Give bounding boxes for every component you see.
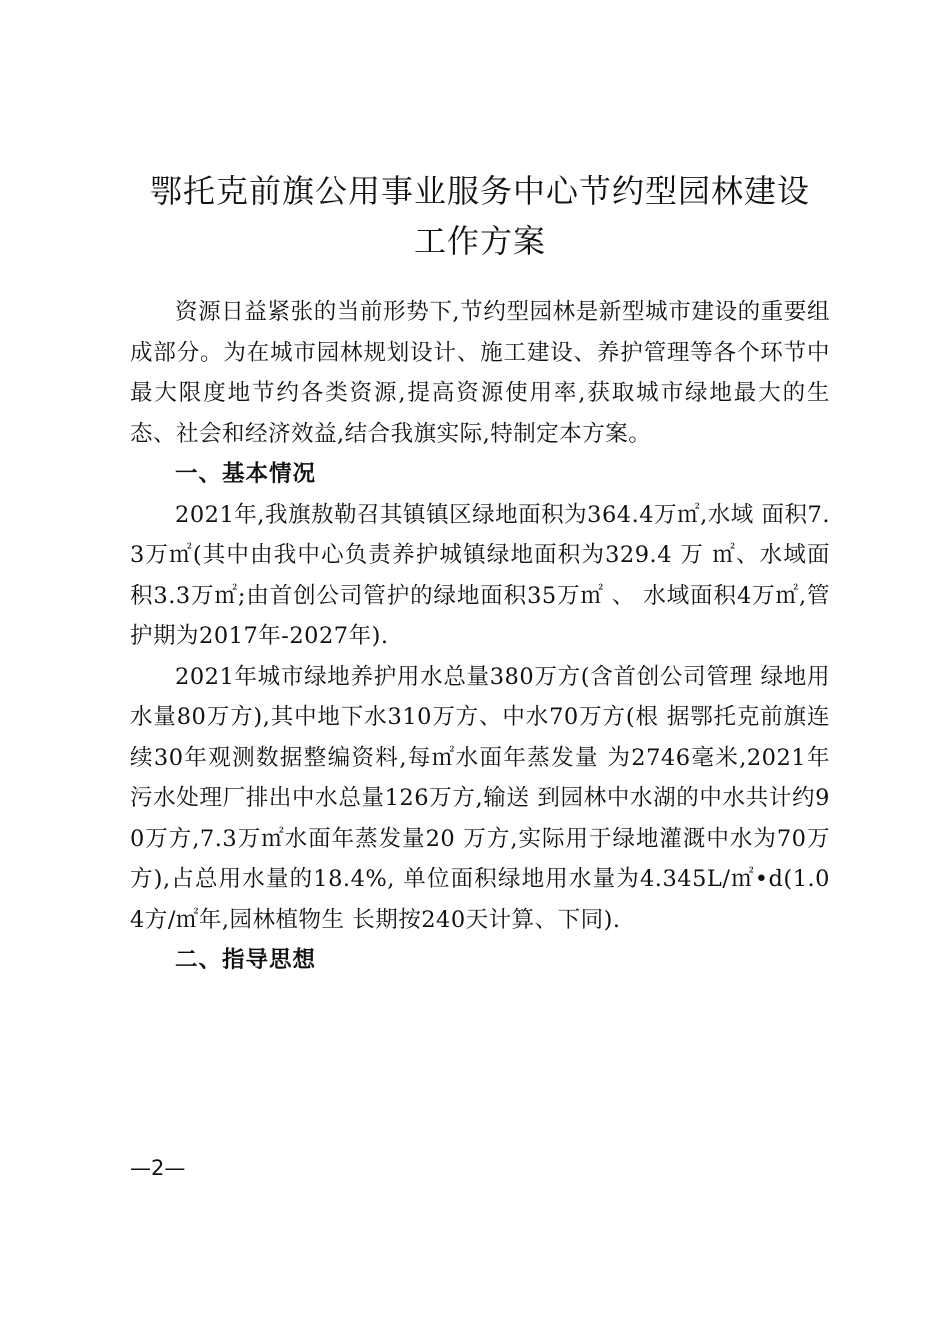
title-line-2: 工作方案 [413, 222, 546, 260]
basic-situation-paragraph-2: 2021年城市绿地养护用水总量380万方(含首创公司管理 绿地用水量80万方),其中地下水310万方、中水70万方(根 据鄂托克前旗连续30年观测数据整编资料,每㎡水面年蒸发量 为2746毫米,2021年污水处理厂排出中水总量126万方,输送 到园林中水湖的中水共计约90万方,7.3万㎡水面年蒸发量20 万方,实际用于绿地灌溉中水为70万方),占总用水量的18.4%, 单位面积绿地用水量为4.345L/㎡•d(1.04方/㎡年,园林植物生 长期按240天计算、下同). [130, 663, 830, 933]
section-heading-guiding-ideology: 二、指导思想 [175, 947, 317, 973]
document-body [130, 292, 830, 981]
title-line-1: 鄂托克前旗公用事业服务中心节约型园林建设 [149, 172, 810, 210]
section-heading-basic-situation: 一、基本情况 [175, 461, 317, 487]
page-number: —2— [130, 1156, 186, 1180]
intro-paragraph: 资源日益紧张的当前形势下,节约型园林是新型城市建设的重要组成部分。为在城市园林规划设计、施工建设、养护管理等各个环节中最大限度地节约各类资源,提高资源使用率,获取城市绿地最大的生态、社会和经济效益,结合我旗实际,特制定本方案。 [130, 299, 830, 447]
basic-situation-paragraph-1: 2021年,我旗敖勒召其镇镇区绿地面积为364.4万㎡,水域 面积7.3万㎡(其中由我中心负责养护城镇绿地面积为329.4 万 ㎡、水域面积3.3万㎡;由首创公司管护的绿地面积35万㎡ 、 水域面积4万㎡,管护期为2017年-2027年). [130, 501, 830, 649]
document-title [100, 166, 860, 266]
